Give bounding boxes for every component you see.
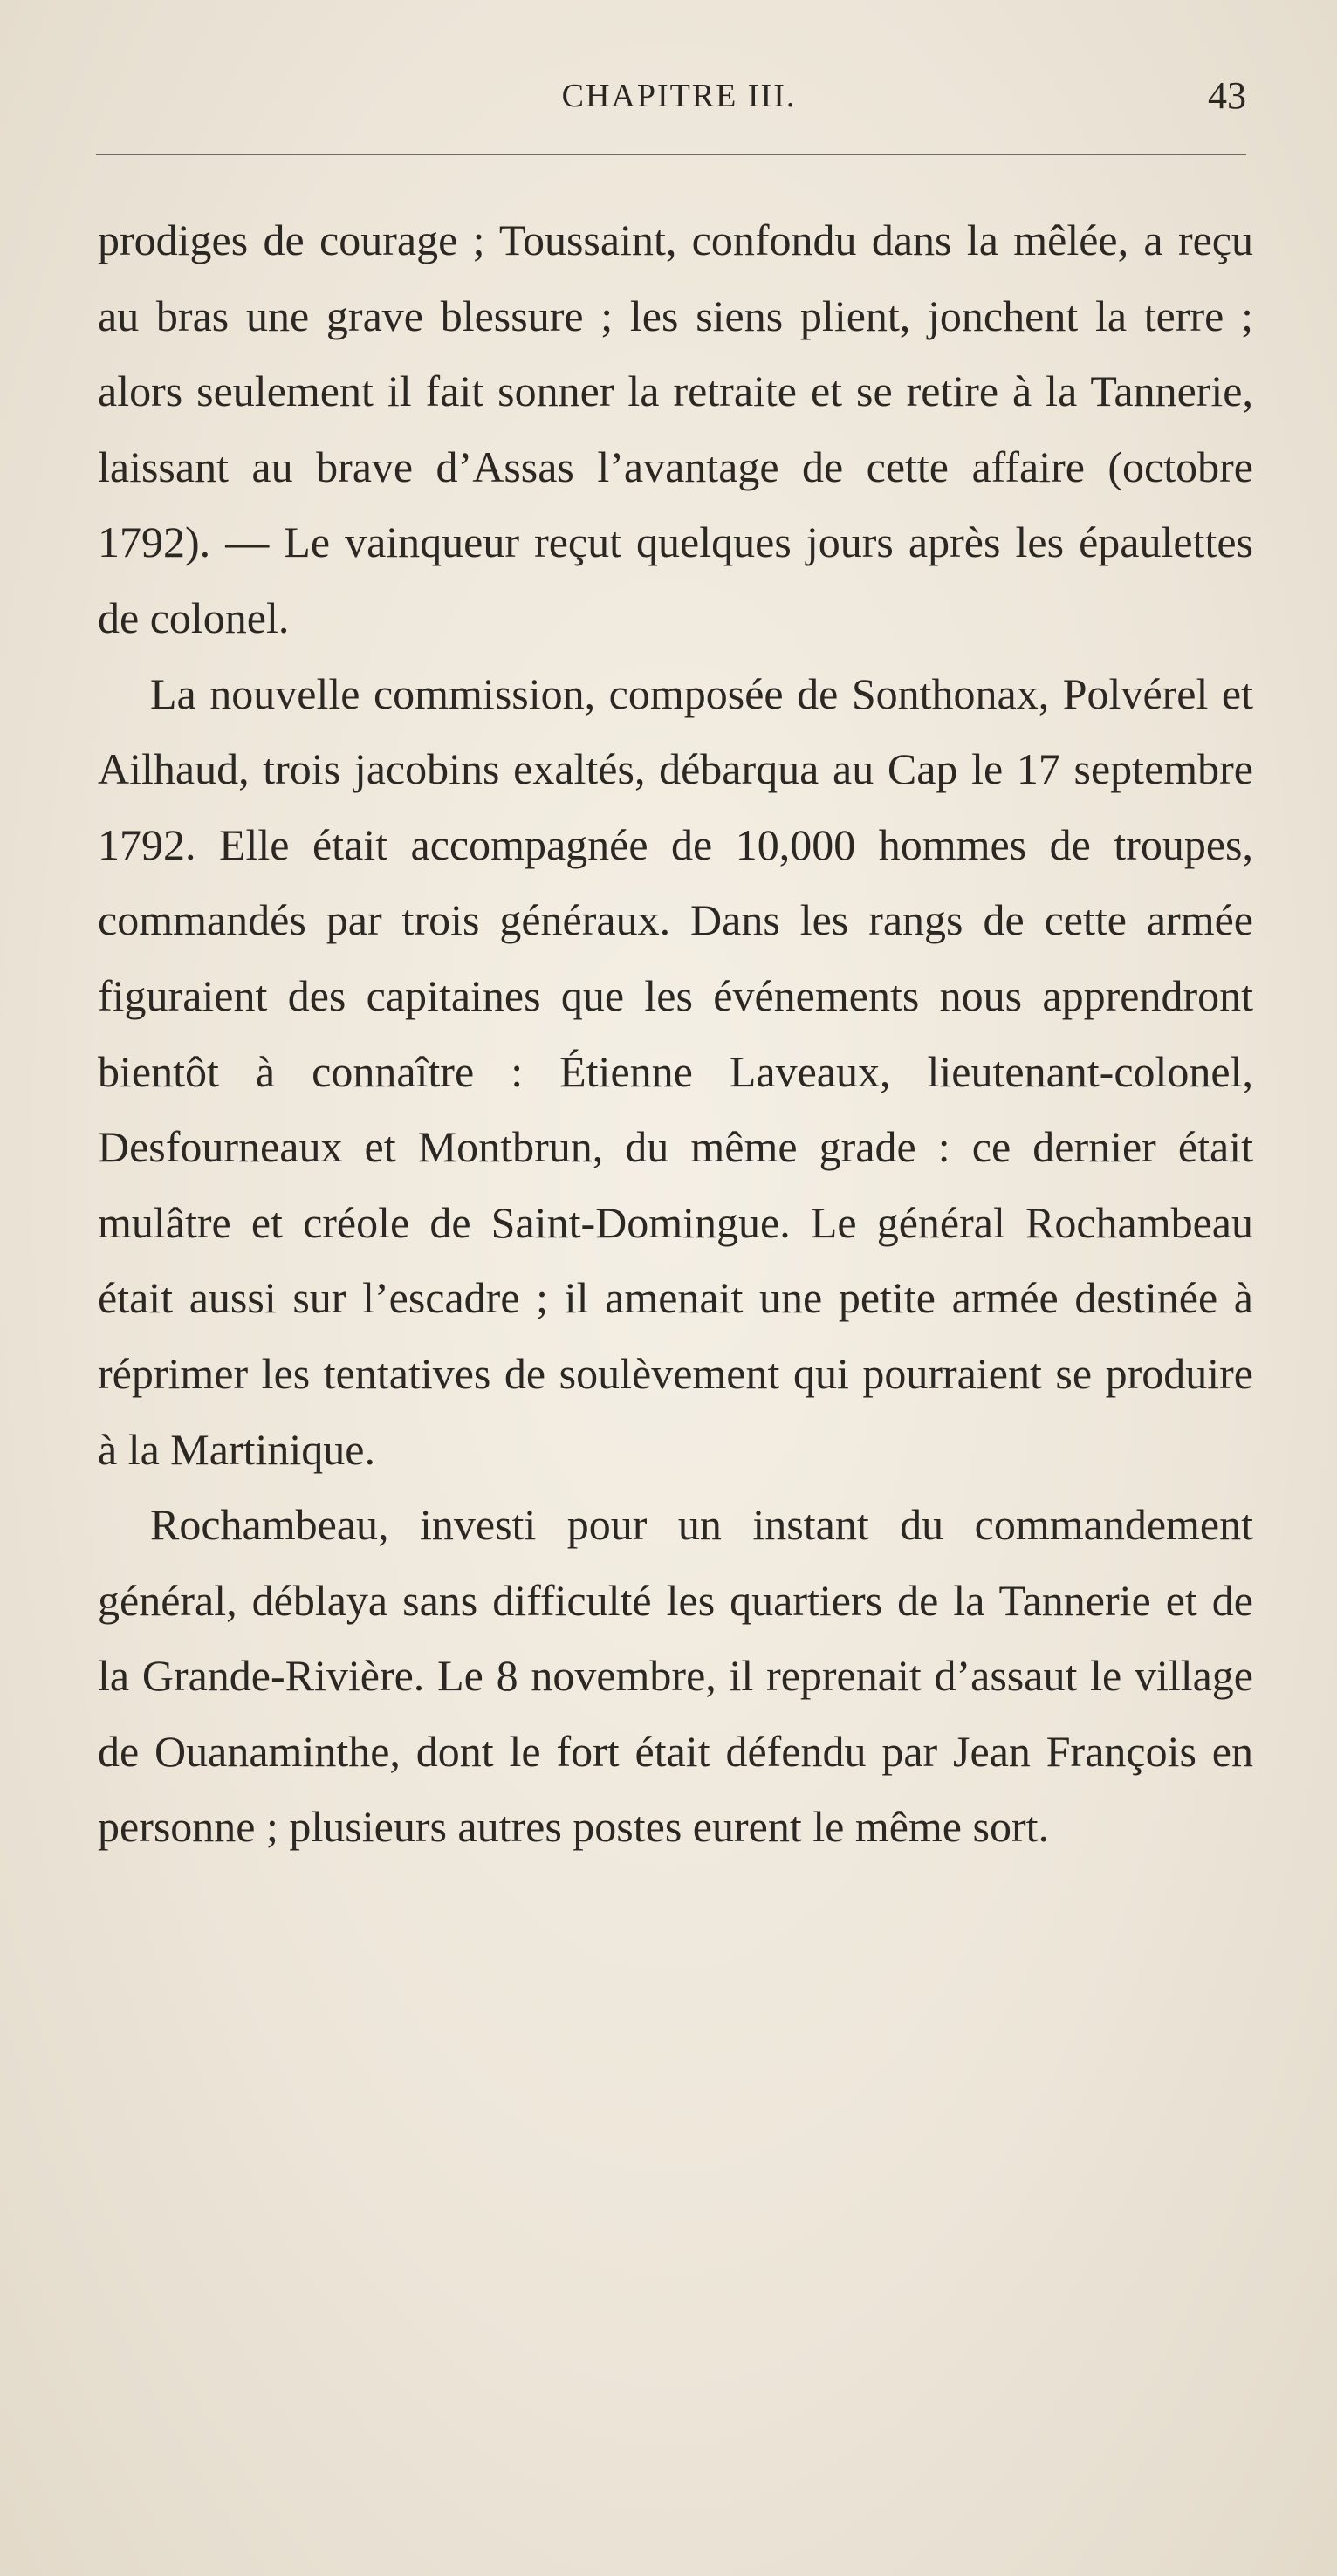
page-number: 43	[1208, 74, 1246, 117]
paragraph-2: La nouvelle commission, composée de Sonthonax, Polvérel et Ailhaud, trois jacobins exaltés, débarqua au Cap le 17 septembre 1792. Elle était accompagnée de 10,000 hommes de troupes, commandés par trois généraux. Dans les rangs de cette armée figuraient des capitaines que les événements nous apprendront bientôt à connaître : Étienne Laveaux, lieutenant-colonel, Desfourneaux et Montbrun, du même grade : ce dernier était mulâtre et créole de Saint-Domingue. Le général Rochambeau était aussi sur l’escadre ; il amenait une petite armée destinée à réprimer les tentatives de soulèvement qui pourraient se produire à la Martinique.	[98, 668, 1253, 1474]
page-header	[94, 74, 1246, 129]
paragraph-3: Rochambeau, investi pour un instant du commandement général, déblaya sans difficulté les quartiers de la Tannerie et de la Grande-Rivière. Le 8 novembre, il reprenait d’assaut le village de Ouanaminthe, dont le fort était défendu par Jean François en personne ; plusieurs autres postes eurent le même sort.	[98, 1500, 1253, 1852]
running-title: CHAPITRE III.	[561, 78, 797, 114]
header-rule	[96, 154, 1246, 155]
paragraph-1: prodiges de courage ; Toussaint, confondu dans la mêlée, a reçu au bras une grave blessure ; les siens plient, jonchent la terre ; alors seulement il fait sonner la retraite et se retire à la Tannerie, laissant au brave d’Assas l’avantage de cette affaire (octobre 1792). — Le vainqueur reçut quelques jours après les épaulettes de colonel.	[98, 216, 1253, 642]
body-text	[98, 202, 1253, 1865]
